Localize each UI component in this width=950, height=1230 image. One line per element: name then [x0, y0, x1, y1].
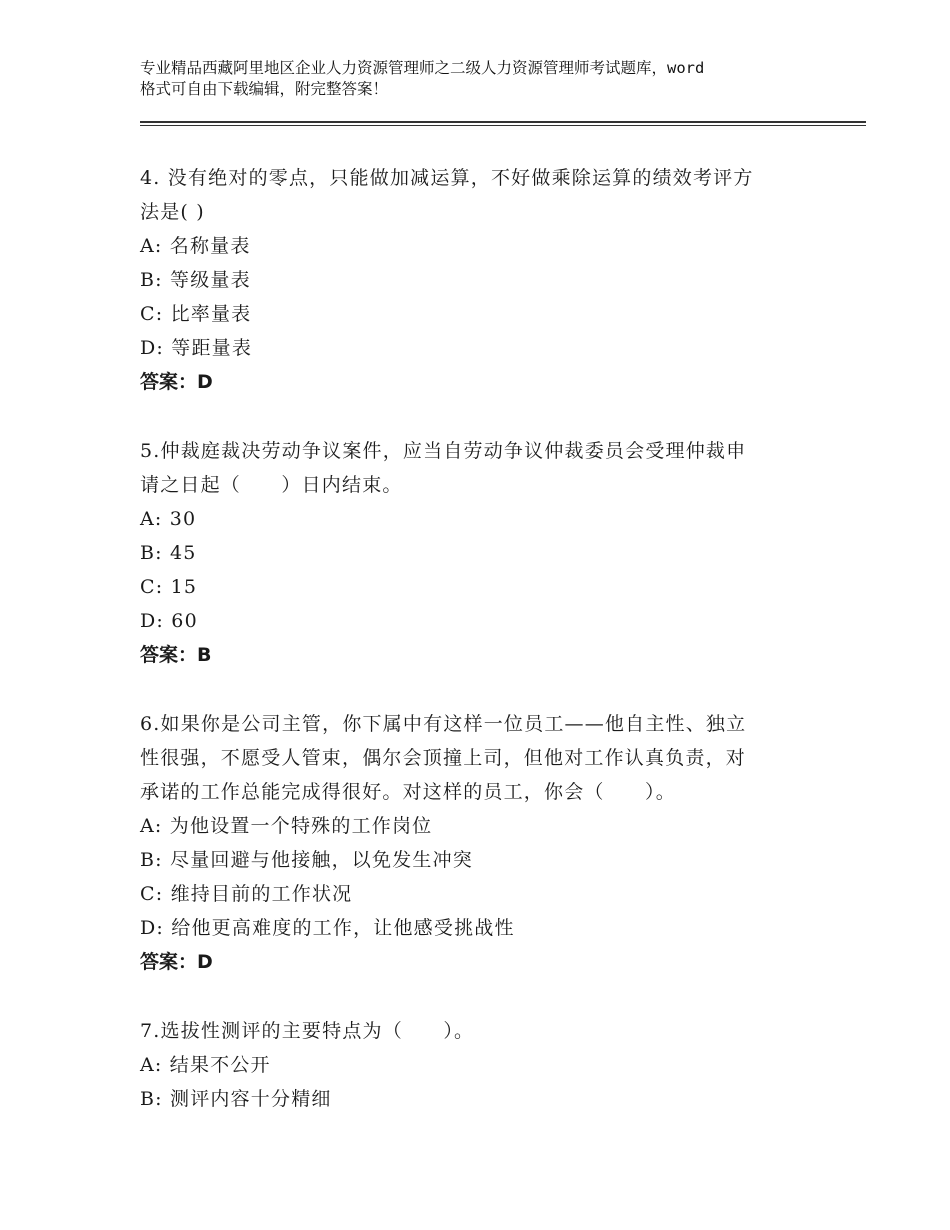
answer: 答案：D [140, 371, 213, 393]
question-7 [140, 1014, 830, 1116]
option-c: C: 15 [140, 576, 198, 598]
header-divider-thin [140, 125, 866, 126]
option-a: A: 30 [140, 508, 197, 530]
header-line-2: 格式可自由下载编辑，附完整答案！ [140, 80, 389, 98]
question-stem-line: 法是( ) [140, 201, 205, 223]
option-d: D: 等距量表 [140, 337, 253, 359]
question-stem-line: 5.仲裁庭裁决劳动争议案件，应当自劳动争议仲裁委员会受理仲裁申 [140, 440, 747, 462]
question-stem-line: 性很强，不愿受人管束，偶尔会顶撞上司，但他对工作认真负责，对 [140, 747, 747, 769]
option-d: D: 给他更高难度的工作，让他感受挑战性 [140, 917, 515, 939]
question-4 [140, 161, 830, 399]
question-stem-line: 承诺的工作总能完成得很好。对这样的员工，你会（ ）。 [140, 781, 676, 803]
question-stem-line: 7.选拔性测评的主要特点为（ ）。 [140, 1020, 475, 1042]
option-b: B: 45 [140, 542, 197, 564]
option-c: C: 维持目前的工作状况 [140, 883, 353, 905]
question-5 [140, 434, 830, 672]
option-b: B: 测评内容十分精细 [140, 1088, 332, 1110]
question-stem-line: 请之日起（ ）日内结束。 [140, 474, 403, 496]
header-divider [140, 121, 866, 123]
option-b: B: 等级量表 [140, 269, 251, 291]
question-6 [140, 707, 830, 979]
question-stem-line: 6.如果你是公司主管，你下属中有这样一位员工——他自主性、独立 [140, 713, 747, 735]
option-d: D: 60 [140, 610, 198, 632]
answer: 答案：D [140, 951, 213, 973]
question-stem-line: 4. 没有绝对的零点，只能做加减运算，不好做乘除运算的绩效考评方 [140, 167, 754, 189]
option-a: A: 名称量表 [140, 235, 251, 257]
option-a: A: 结果不公开 [140, 1054, 271, 1076]
option-c: C: 比率量表 [140, 303, 252, 325]
header-line-1: 专业精品西藏阿里地区企业人力资源管理师之二级人力资源管理师考试题库，word [140, 59, 705, 77]
option-b: B: 尽量回避与他接触，以免发生冲突 [140, 849, 474, 871]
document-header [140, 58, 830, 100]
answer: 答案：B [140, 644, 212, 666]
option-a: A: 为他设置一个特殊的工作岗位 [140, 815, 433, 837]
